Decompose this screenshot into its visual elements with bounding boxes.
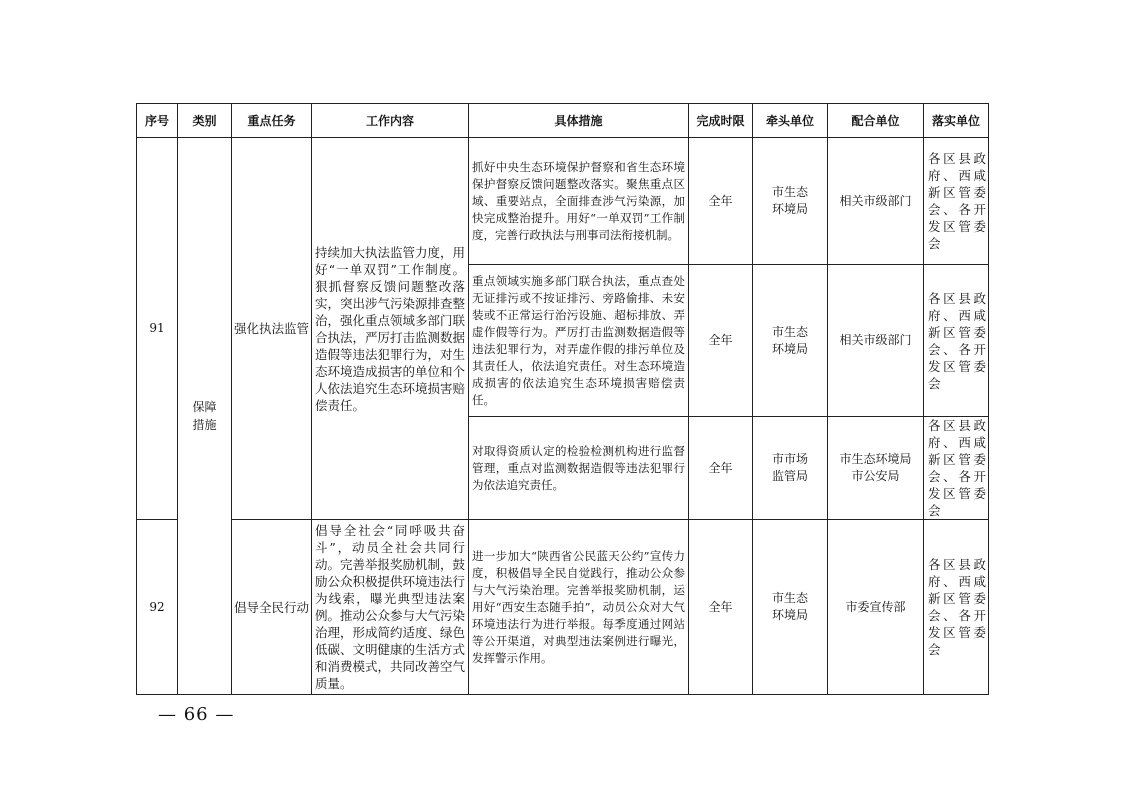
header-work-content: 工作内容 [312, 104, 469, 138]
lead-unit: 市生态 环境局 [753, 520, 828, 695]
header-seq: 序号 [137, 104, 178, 138]
measure-text: 抓好中央生态环境保护督察和省生态环境保护督察反馈问题整改落实。聚焦重点区域、重要站点，全面排查涉气污染源，加快完成整治提升。用好“一单双罚”工作制度，完善行政执法与刑事司法衔接机制。 [469, 138, 689, 265]
measure-text: 重点领域实施多部门联合执法，重点查处无证排污或不按证排污、旁路偷排、未安装或不正常运行治污设施、超标排放、弄虚作假等行为。严厉打击监测数据造假等违法犯罪行为，对弄虚作假的排污单位及其责任人，依法追究责任。对生态环境造成损害的依法追究生态环境损害赔偿责任。 [469, 265, 689, 417]
deadline: 全年 [689, 138, 753, 265]
row-number: 92 [137, 520, 178, 695]
lead-unit: 市生态 环境局 [753, 138, 828, 265]
header-measures: 具体措施 [469, 104, 689, 138]
measure-text: 对取得资质认定的检验检测机构进行监督管理，重点对监测数据造假等违法犯罪行为依法追究责任。 [469, 417, 689, 520]
table-row [137, 520, 989, 695]
coop-unit: 相关市级部门 [828, 138, 924, 265]
header-lead-unit: 牵头单位 [753, 104, 828, 138]
table-header-row [137, 104, 989, 138]
header-deadline: 完成时限 [689, 104, 753, 138]
header-category: 类别 [178, 104, 232, 138]
deadline: 全年 [689, 265, 753, 417]
row-number: 91 [137, 138, 178, 520]
category-label: 保障措施 [192, 400, 217, 432]
header-key-task: 重点任务 [232, 104, 312, 138]
coop-unit: 市生态环境局 市公安局 [828, 417, 924, 520]
impl-unit: 各区县政府、西咸新区管委会、各开发区管委会 [924, 520, 989, 695]
work-content: 倡导全社会“同呼吸共奋斗”，动员全社会共同行动。完善举报奖励机制，鼓励公众积极提供环境违法行为线索，曝光典型违法案例。推动公众参与大气污染治理，形成简约适度、绿色低碳、文明健康的生活方式和消费模式，共同改善空气质量。 [312, 520, 469, 695]
table-row [137, 138, 989, 265]
coop-unit: 相关市级部门 [828, 265, 924, 417]
key-task: 倡导全民行动 [232, 520, 312, 695]
measure-text: 进一步加大“陕西省公民蓝天公约”宣传力度，积极倡导全民自觉践行，推动公众参与大气污染治理。完善举报奖励机制，运用好“西安生态随手拍”，动员公众对大气环境违法行为进行举报。每季度通过网站等公开渠道，对典型违法案例进行曝光，发挥警示作用。 [469, 520, 689, 695]
header-impl-unit: 落实单位 [924, 104, 989, 138]
impl-unit: 各区县政府、西咸新区管委会、各开发区管委会 [924, 417, 989, 520]
key-task: 强化执法监管 [232, 138, 312, 520]
header-coop-unit: 配合单位 [828, 104, 924, 138]
deadline: 全年 [689, 417, 753, 520]
task-table [136, 103, 989, 695]
lead-unit: 市生态 环境局 [753, 265, 828, 417]
impl-unit: 各区县政府、西咸新区管委会、各开发区管委会 [924, 138, 989, 265]
impl-unit: 各区县政府、西咸新区管委会、各开发区管委会 [924, 265, 989, 417]
deadline: 全年 [689, 520, 753, 695]
page-number: — 66 — [158, 704, 235, 725]
category-cell [178, 138, 232, 695]
coop-unit: 市委宣传部 [828, 520, 924, 695]
work-content: 持续加大执法监管力度，用好“一单双罚”工作制度。狠抓督察反馈问题整改落实，突出涉气污染源排查整治，强化重点领域多部门联合执法，严厉打击监测数据造假等违法犯罪行为，对生态环境造成损害的单位和个人依法追究生态环境损害赔偿责任。 [312, 138, 469, 520]
lead-unit: 市市场 监管局 [753, 417, 828, 520]
